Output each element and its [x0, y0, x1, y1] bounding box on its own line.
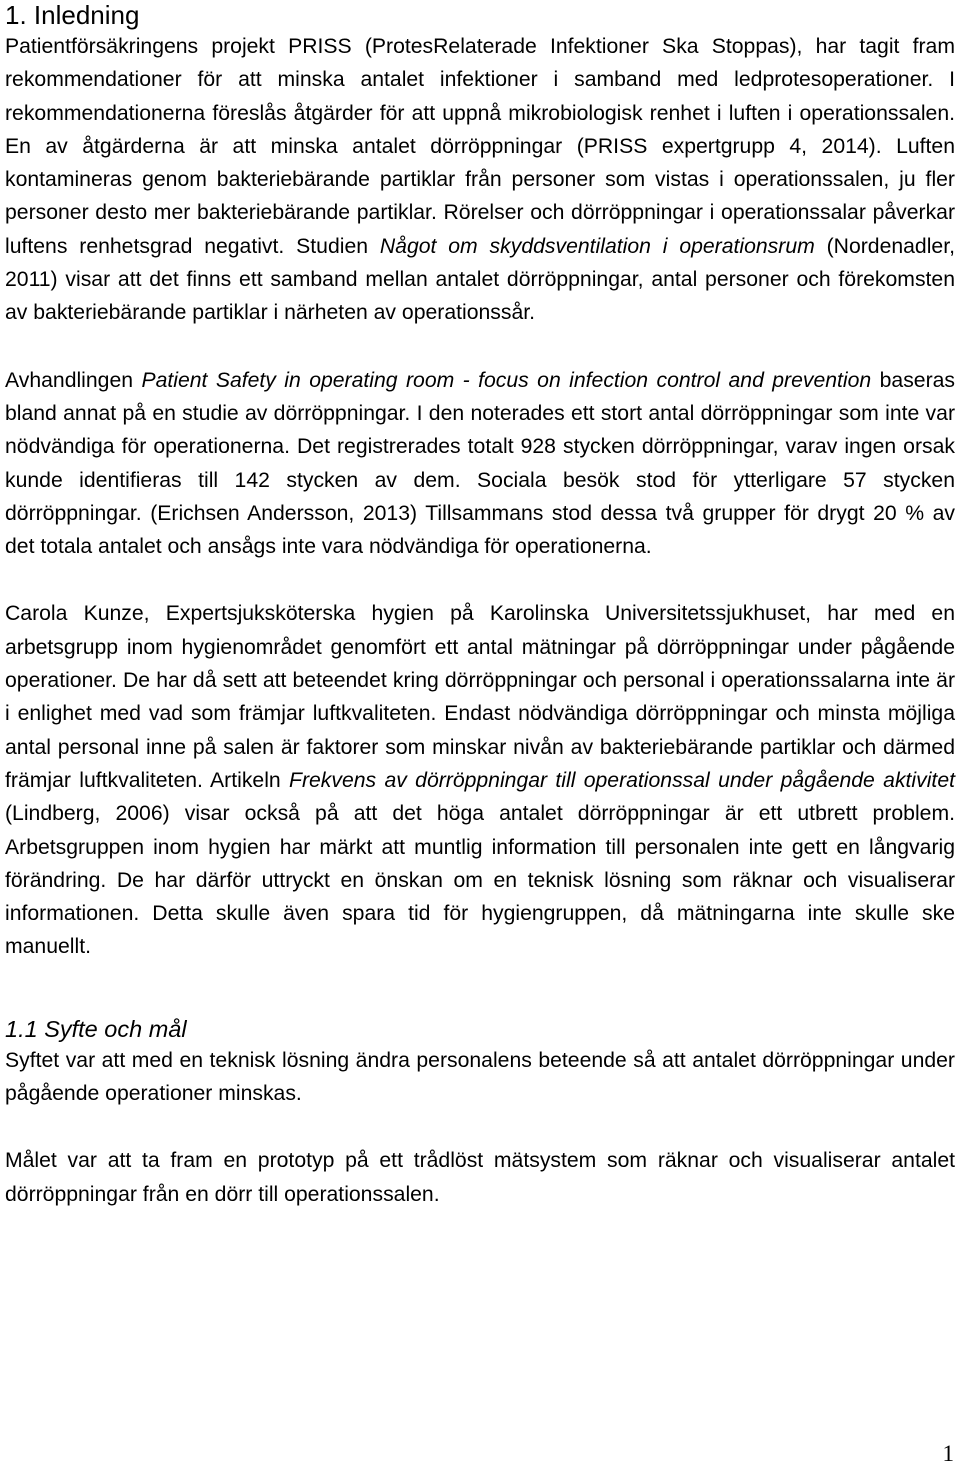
- cited-title: Något om skyddsventilation i operationsrum: [379, 234, 815, 258]
- paragraph-text: baseras bland annat på en studie av dörröppningar. I den noterades ett stort antal dörröppningar som inte var nödvändiga för operationerna. Det registrerades totalt 928 stycken dörröppningar, varav ingen orsak kunde identifieras till 142 stycken av dem. Sociala besök stod för ytterligare 57 stycken dörröppningar. (Erichsen Andersson, 2013) Tillsammans stod dessa två grupper för drygt 20 % av det totala antalet och ansågs inte vara nödvändiga för operationerna.: [5, 368, 956, 559]
- section-heading-inledning: 1. Inledning: [5, 0, 140, 30]
- paragraph-text: (Nordenadler, 2011) visar att det finns ett samband mellan antalet dörröppningar, antal personer och förekomsten av bakteriebärande partiklar i närheten av operationssår.: [5, 234, 955, 325]
- paragraph-spacer: [5, 1110, 955, 1144]
- paragraph-kunze: [5, 597, 955, 963]
- cited-title: Patient Safety in operating room - focus on infection control and prevention: [141, 368, 872, 392]
- document-page: [5, 0, 955, 1211]
- cited-title: Frekvens av dörröppningar till operationssal under pågående aktivitet: [289, 768, 955, 792]
- paragraph-avhandlingen: [5, 364, 955, 564]
- paragraph-spacer: [5, 330, 955, 364]
- paragraph-spacer: [5, 563, 955, 597]
- paragraph-priss: [5, 30, 955, 330]
- paragraph-text: Patientförsäkringens projekt PRISS (ProtesRelaterade Infektioner Ska Stoppas), har tagit fram rekommendationer för att minska antalet infektioner i samband med ledprotesoperationer. I rekommendationerna föreslås åtgärder för att uppnå mikrobiologisk renhet i luften i operationssalen. En av åtgärderna är att minska antalet dörröppningar (PRISS expertgrupp 4, 2014). Luften kontamineras genom bakteriebärande partiklar från personer som vistas i operationssalen, ju fler personer desto mer bakteriebärande partiklar. Rörelser och dörröppningar i operationssalar påverkar luftens renhetsgrad negativt. Studien: [5, 35, 955, 258]
- section-heading-syfte-och-mal: 1.1 Syfte och mål: [5, 1015, 187, 1042]
- paragraph-mal: Målet var att ta fram en prototyp på ett trådlöst mätsystem som räknar och visualiserar antalet dörröppningar från en dörr till operationssalen.: [5, 1149, 955, 1206]
- paragraph-text: (Lindberg, 2006) visar också på att det höga antalet dörröppningar är ett utbrett problem. Arbetsgruppen inom hygien har märkt att muntlig information till personalen inte gett en långvarig förändring. De har därför uttryckt en önskan om en teknisk lösning som räknar och visualiserar informationen. Detta skulle även spara tid för hygiengruppen, då mätningarna inte skulle ske manuellt.: [5, 802, 955, 959]
- paragraph-text: Carola Kunze, Expertsjuksköterska hygien på Karolinska Universitetssjukhuset, har med en arbetsgrupp inom hygienområdet genomfört ett antal mätningar på dörröppningar under pågående operationer. De har då sett att beteendet kring dörröppningar och personal i operationssalarna inte är i enlighet med vad som främjar luftkvaliteten. Endast nödvändiga dörröppningar och minsta möjliga antal personal inne på salen är faktorer som minskar nivån av bakteriebärande partiklar och därmed främjar luftkvaliteten. Artikeln: [5, 602, 955, 792]
- paragraph-syfte: Syftet var att med en teknisk lösning ändra personalens beteende så att antalet dörröppningar under pågående operationer minskas.: [5, 1048, 955, 1106]
- page-number: 1: [942, 1441, 954, 1466]
- section-spacer: [5, 964, 955, 1014]
- paragraph-text: Avhandlingen: [5, 368, 142, 392]
